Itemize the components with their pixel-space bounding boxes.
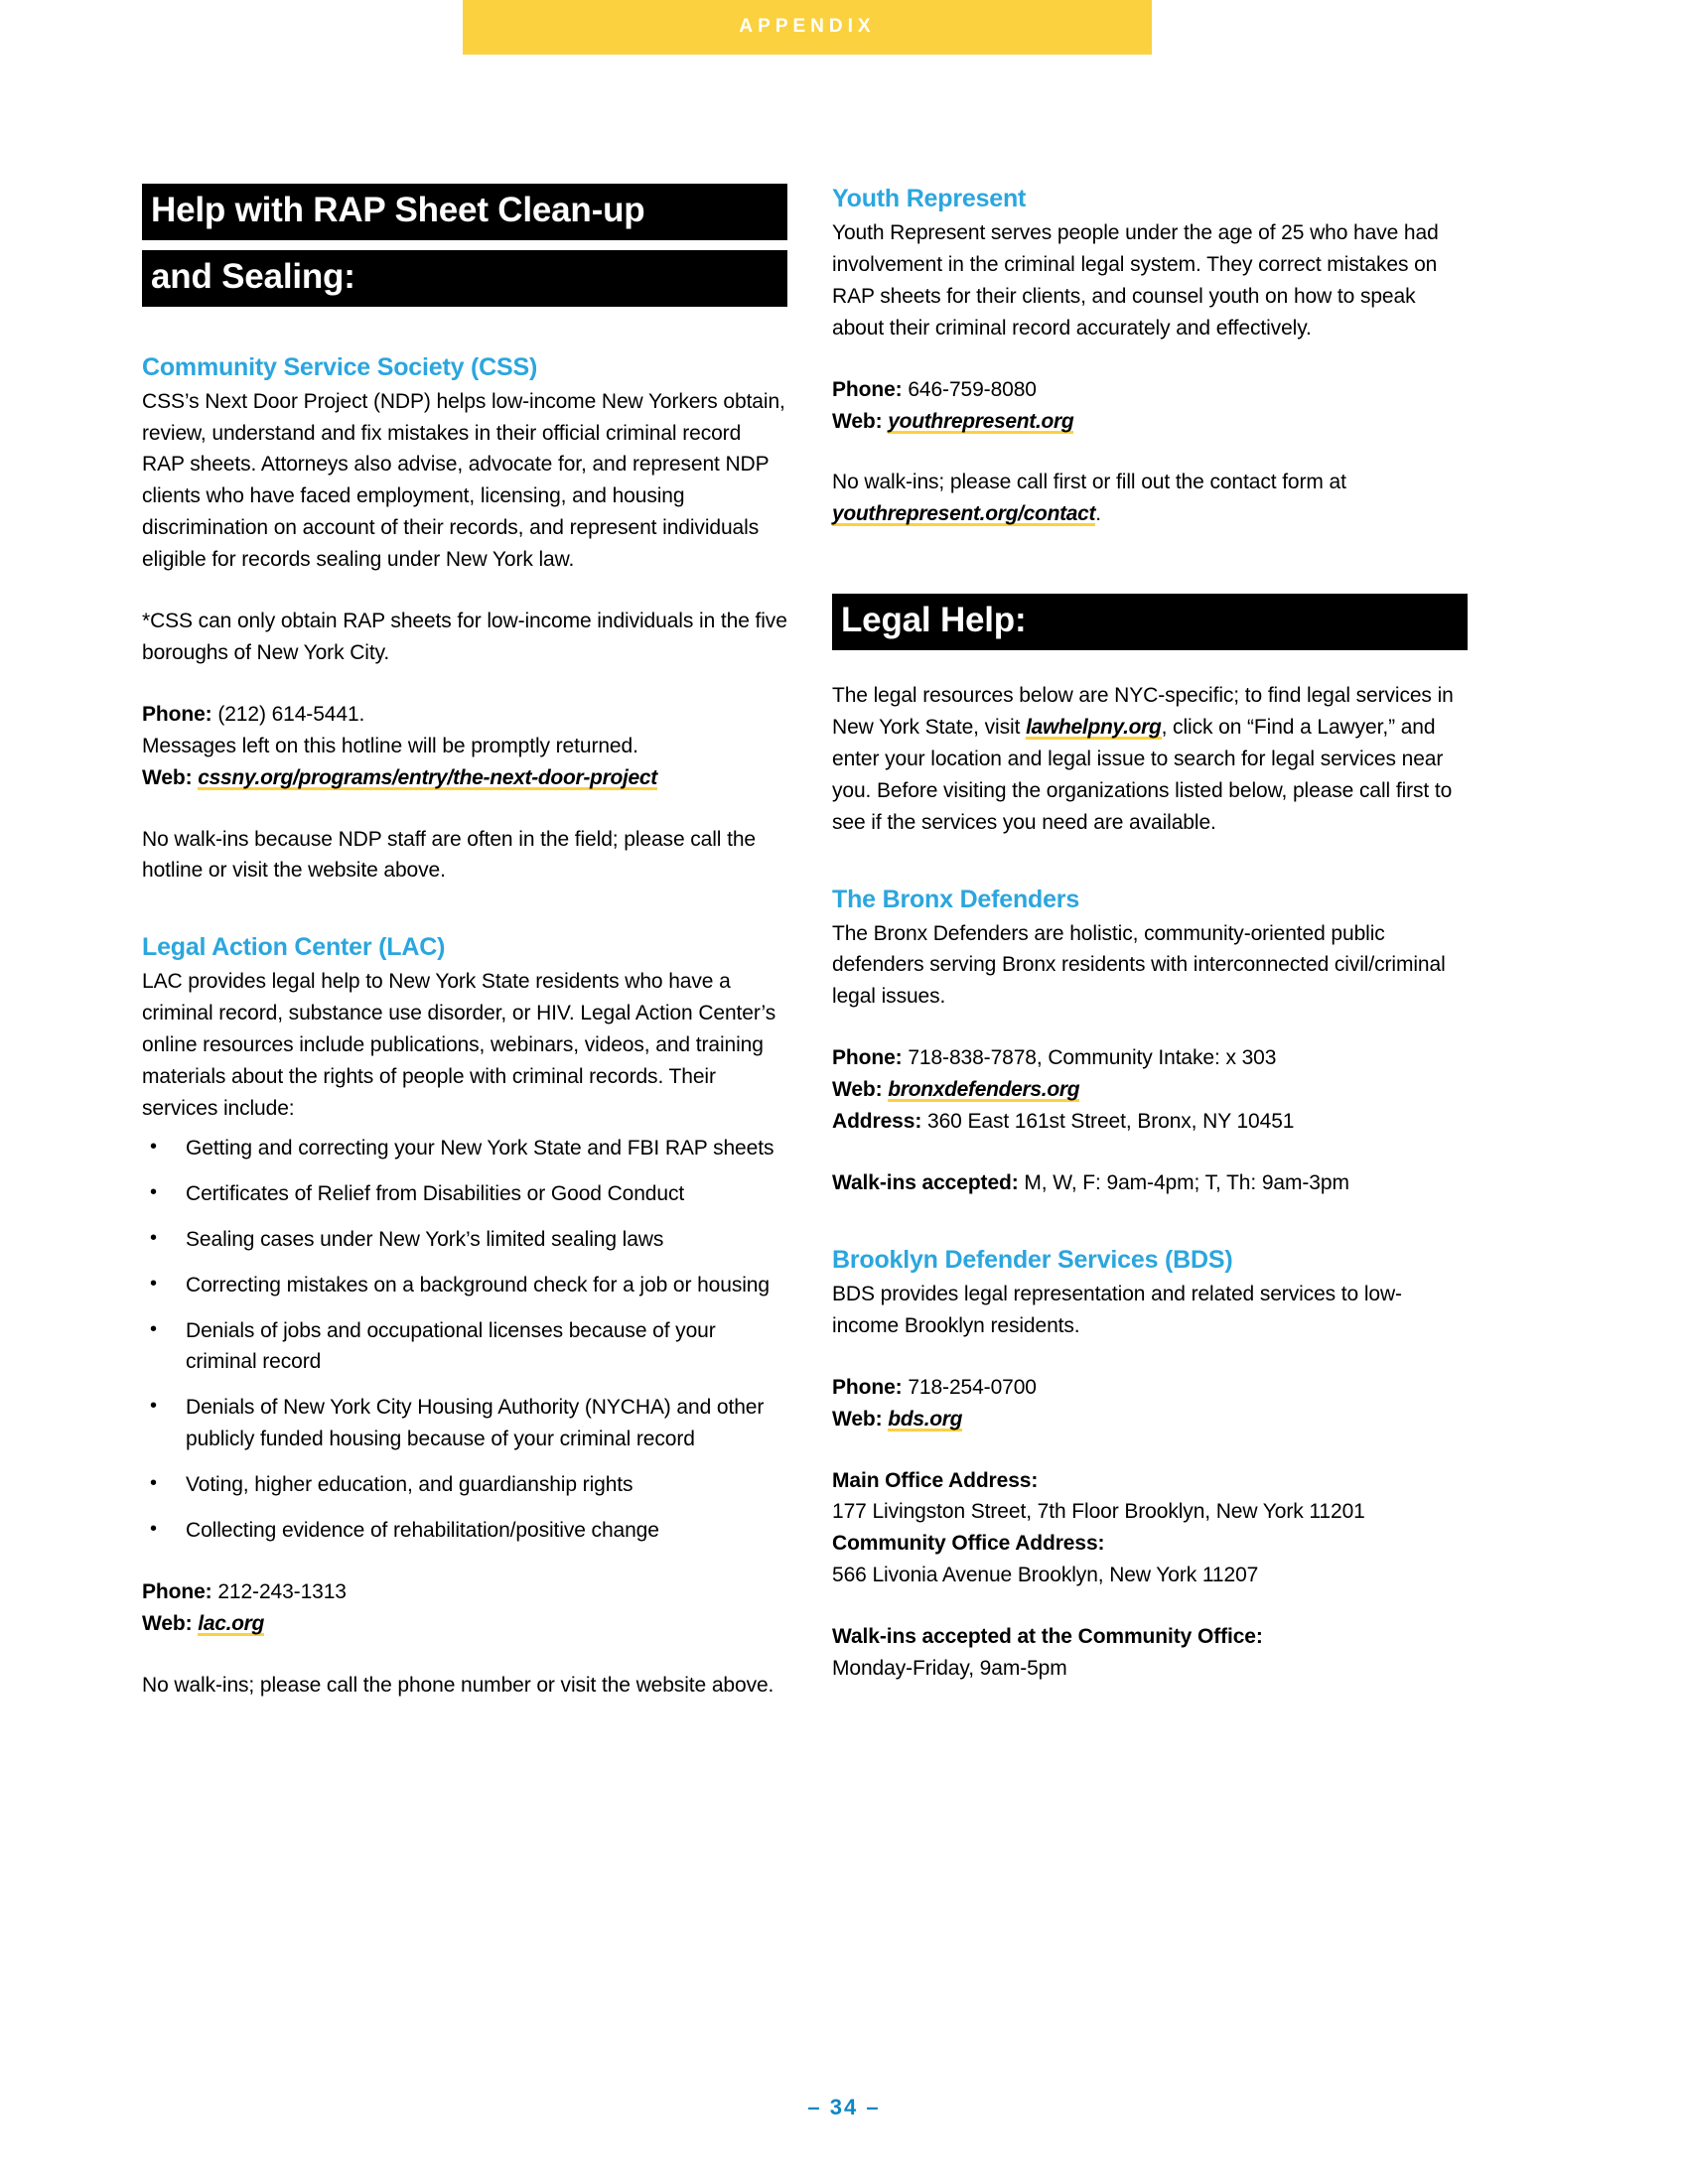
youth-represent-web-line xyxy=(832,406,1468,438)
legal-help-title: Legal Help: xyxy=(832,594,1468,650)
css-phone-label: Phone: xyxy=(142,702,212,726)
youth-represent-contact-link[interactable]: youthrepresent.org/contact xyxy=(832,502,1096,526)
bronx-defenders-address-value: 360 East 161st Street, Bronx, NY 10451 xyxy=(926,1110,1295,1134)
section-title-rap-cleanup xyxy=(142,184,787,307)
bds-main-office-label-text: Main Office Address: xyxy=(832,1468,1039,1492)
youth-represent-walkins xyxy=(832,467,1468,530)
section-title-line-1: Help with RAP Sheet Clean-up xyxy=(142,184,787,240)
lac-paragraph: LAC provides legal help to New York State residents who have a criminal record, substance use disorder, or HIV. Legal Action Center’s online resources include publications, webinars, videos, and training materials about the rights of people with criminal records. Their services include: xyxy=(142,970,776,1120)
bds-web-label: Web: xyxy=(832,1407,883,1431)
legal-help-intro-part1: The legal resources below are NYC-specific; to find legal services in New York State, visit xyxy=(832,684,1454,739)
legal-help-intro-part2: , click on “Find a Lawyer,” and enter your location and legal issue to search for legal services near you. Before visiting the organizations listed below, please call first to see if the services you need are available. xyxy=(832,715,1453,834)
css-web-line xyxy=(142,762,787,794)
bronx-defenders-web-link[interactable]: bronxdefenders.org xyxy=(888,1078,1080,1102)
bronx-defenders-web-line xyxy=(832,1074,1468,1106)
entry-community-service-society xyxy=(142,352,787,887)
bds-walkins-label xyxy=(832,1621,1468,1653)
appendix-banner xyxy=(463,0,1152,55)
bronx-defenders-web-label: Web: xyxy=(832,1078,883,1102)
bds-phone-label: Phone: xyxy=(832,1375,903,1399)
bds-paragraph: BDS provides legal representation and related services to low-income Brooklyn residents. xyxy=(832,1282,1402,1337)
lac-phone-value: 212-243-1313 xyxy=(217,1579,347,1603)
lac-web-line xyxy=(142,1608,787,1640)
lac-web-label: Web: xyxy=(142,1611,193,1635)
bds-walkins-value: Monday-Friday, 9am-5pm xyxy=(832,1657,1067,1681)
lac-walkins: No walk-ins; please call the phone number or visit the website above. xyxy=(142,1673,774,1697)
bronx-defenders-walkins-label: Walk-ins accepted: xyxy=(832,1171,1019,1195)
youth-represent-heading: Youth Represent xyxy=(832,185,1027,212)
banner-label: APPENDIX xyxy=(739,16,876,37)
right-column xyxy=(832,184,1468,1685)
bds-web-link[interactable]: bds.org xyxy=(888,1407,963,1431)
lac-heading: Legal Action Center (LAC) xyxy=(142,933,446,962)
list-item: • Sealing cases under New York’s limited sealing laws xyxy=(142,1224,787,1256)
bds-community-office-label-text: Community Office Address: xyxy=(832,1532,1105,1556)
legal-help-intro xyxy=(832,680,1468,839)
lac-phone-line xyxy=(142,1576,787,1608)
css-web-link[interactable]: cssny.org/programs/entry/the-next-door-project xyxy=(198,765,657,789)
bds-community-office-value: 566 Livonia Avenue Brooklyn, New York 11207 xyxy=(832,1564,1259,1587)
bronx-defenders-address-label: Address: xyxy=(832,1110,922,1134)
youth-represent-walkins-suffix: . xyxy=(1095,502,1101,526)
list-item: • Collecting evidence of rehabilitation/positive change xyxy=(142,1515,787,1547)
entry-youth-represent xyxy=(832,184,1468,530)
bronx-defenders-address-line xyxy=(832,1106,1468,1138)
bronx-defenders-walkins-line xyxy=(832,1167,1468,1199)
bds-community-office-label xyxy=(832,1528,1468,1560)
list-item: • Certificates of Relief from Disabilities or Good Conduct xyxy=(142,1178,787,1210)
youth-represent-web-link[interactable]: youthrepresent.org xyxy=(888,409,1074,433)
css-heading: Community Service Society (CSS) xyxy=(142,352,538,381)
youth-represent-phone-label: Phone: xyxy=(832,377,903,401)
bds-main-office-label xyxy=(832,1465,1468,1497)
bds-phone-line xyxy=(832,1372,1468,1404)
css-paragraph: CSS’s Next Door Project (NDP) helps low-income New Yorkers obtain, review, understand and fix mistakes in their official criminal record RAP sheets. Attorneys also advise, advocate for, and represent NDP clients who have faced employment, licensing, and housing discrimination on account of their records, and represent individuals eligible for records sealing under New York law. xyxy=(142,389,785,572)
list-item: • Denials of jobs and occupational licenses because of your criminal record xyxy=(142,1315,787,1379)
youth-represent-phone-value: 646-759-8080 xyxy=(908,377,1037,401)
lac-services-list xyxy=(142,1133,787,1547)
bds-heading: Brooklyn Defender Services (BDS) xyxy=(832,1245,1233,1274)
lawhelpny-link[interactable]: lawhelpny.org xyxy=(1026,715,1162,739)
bds-web-line xyxy=(832,1404,1468,1435)
list-item: • Correcting mistakes on a background check for a job or housing xyxy=(142,1270,787,1301)
css-phone-line xyxy=(142,699,787,731)
section-title-legal-help xyxy=(832,594,1468,650)
bronx-defenders-walkins-value: M, W, F: 9am-4pm; T, Th: 9am-3pm xyxy=(1024,1171,1349,1195)
list-item: • Voting, higher education, and guardianship rights xyxy=(142,1469,787,1501)
bronx-defenders-heading: The Bronx Defenders xyxy=(832,885,1080,913)
css-phone-value: (212) 614-5441. xyxy=(217,702,365,726)
entry-brooklyn-defender-services xyxy=(832,1245,1468,1685)
css-web-label: Web: xyxy=(142,765,193,789)
entry-legal-action-center xyxy=(142,932,787,1701)
bds-main-office-value: 177 Livingston Street, 7th Floor Brooklyn, New York 11201 xyxy=(832,1500,1365,1524)
lac-phone-label: Phone: xyxy=(142,1579,212,1603)
bronx-defenders-phone-label: Phone: xyxy=(832,1046,903,1070)
css-note: *CSS can only obtain RAP sheets for low-income individuals in the five boroughs of New York City. xyxy=(142,610,787,664)
lac-web-link[interactable]: lac.org xyxy=(198,1611,265,1635)
bds-walkins-label-text: Walk-ins accepted at the Community Office: xyxy=(832,1625,1263,1649)
page-number: – 34 – xyxy=(807,2095,881,2119)
bronx-defenders-phone-value: 718-838-7878, Community Intake: x 303 xyxy=(908,1046,1277,1070)
list-item: • Getting and correcting your New York State and FBI RAP sheets xyxy=(142,1133,787,1164)
youth-represent-web-label: Web: xyxy=(832,409,883,433)
css-phone-note: Messages left on this hotline will be promptly returned. xyxy=(142,734,638,757)
list-item: • Denials of New York City Housing Authority (NYCHA) and other publicly funded housing because of your criminal record xyxy=(142,1392,787,1455)
css-walkins: No walk-ins because NDP staff are often in the field; please call the hotline or visit the website above. xyxy=(142,827,757,883)
youth-represent-walkins-prefix: No walk-ins; please call first or fill out the contact form at xyxy=(832,471,1346,494)
youth-represent-phone-line xyxy=(832,374,1468,406)
youth-represent-paragraph: Youth Represent serves people under the age of 25 who have had involvement in the criminal legal system. They correct mistakes on RAP sheets for their clients, and counsel youth on how to speak about their criminal record accurately and effectively. xyxy=(832,221,1439,340)
entry-bronx-defenders xyxy=(832,885,1468,1199)
bds-phone-value: 718-254-0700 xyxy=(908,1375,1037,1399)
bronx-defenders-phone-line xyxy=(832,1042,1468,1074)
left-column xyxy=(142,184,787,1702)
section-title-line-2: and Sealing: xyxy=(142,250,787,307)
bronx-defenders-paragraph: The Bronx Defenders are holistic, community-oriented public defenders serving Bronx residents with interconnected civil/criminal legal issues. xyxy=(832,921,1446,1009)
